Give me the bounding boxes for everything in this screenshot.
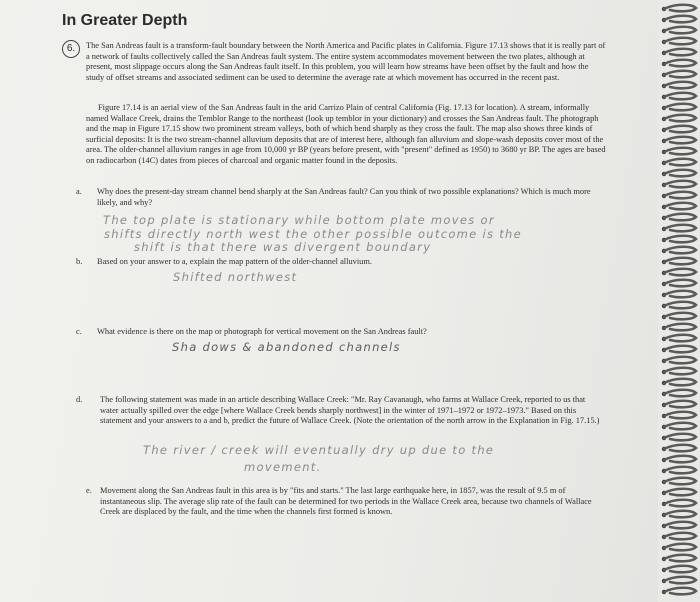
binding-ring [664, 5, 696, 12]
binding-ring [664, 269, 696, 276]
question-e-text: Movement along the San Andreas fault in this area is by "fits and starts." The last large earthquake here, in 1857, was the result of 9.5 m of instantaneous slip. The average slip rate of the fault can be determined for two periods in the Wallace Creek area, because two channels of Wallace Creek are displaced by the fault, and the time when the channels first formed is known. [100, 486, 592, 516]
spiral-binding [658, 0, 700, 602]
binding-ring [664, 401, 696, 408]
binding-ring [664, 478, 696, 485]
binding-ring [664, 49, 696, 56]
binding-ring [664, 445, 696, 452]
answer-a-line-3: shift is that there was divergent boundary [134, 240, 432, 254]
binding-ring [664, 324, 696, 331]
binding-ring [664, 313, 696, 320]
binding-ring [664, 412, 696, 419]
binding-ring [664, 225, 696, 232]
binding-ring [664, 104, 696, 111]
binding-ring [664, 16, 696, 23]
question-a-text: Why does the present-day stream channel bend sharply at the San Andreas fault? Can you think of two possible explanations? Which is much more likely, and why? [97, 187, 591, 207]
question-e-label: e. [86, 486, 92, 495]
binding-ring [664, 357, 696, 364]
intro-paragraph-2: Figure 17.14 is an aerial view of the San Andreas fault in the arid Carrizo Plain of central California (Fig. 17.13 for location). A stream, informally named Wallace Creek, drains the Temblor Range to the northeast (look up temblor in your dictionary) and crosses the San Andreas fault. The photograph and the map in Figure 17.15 show two prominent stream valleys, both of which bend sharply as they cross the fault. The map also shows three kinds of surficial deposits: It is the two stream-channel alluvium deposits that are of interest here, although fan alluvium and slope-wash deposits cover most of the area. The older-channel alluvium ranges in age from 10,000 yr BP (years before present, with "present" defined as 1950) to 3680 yr BP. The ages are based on radiocarbon (14C) dates from pieces of charcoal and organic matter found in the deposits. [86, 103, 606, 165]
binding-ring [664, 126, 696, 133]
binding-ring [664, 82, 696, 89]
binding-ring [664, 148, 696, 155]
binding-ring [664, 434, 696, 441]
binding-ring [664, 27, 696, 34]
binding-ring [664, 335, 696, 342]
binding-ring [664, 258, 696, 265]
binding-ring [664, 247, 696, 254]
answer-a-line-1: The top plate is stationary while bottom plate moves or [103, 213, 495, 227]
binding-ring [664, 577, 696, 584]
binding-ring [664, 522, 696, 529]
binding-ring [664, 511, 696, 518]
binding-ring [664, 379, 696, 386]
binding-ring [664, 115, 696, 122]
binding-ring [664, 467, 696, 474]
question-c-text: What evidence is there on the map or photograph for vertical movement on the San Andreas fault? [97, 327, 427, 336]
binding-ring [664, 203, 696, 210]
binding-ring [664, 544, 696, 551]
binding-ring [664, 302, 696, 309]
answer-b-line-1: Shifted northwest [173, 270, 298, 284]
question-a-label: a. [76, 187, 82, 196]
binding-ring [664, 456, 696, 463]
question-b-text: Based on your answer to a, explain the map pattern of the older-channel alluvium. [97, 257, 372, 266]
intro-paragraph-1: The San Andreas fault is a transform-fault boundary between the North America and Pacific plates in California. Figure 17.13 shows that it is really part of a network of faults collectively called the San Andreas fault system. The entire system accommodates movement between the two plates, although at present, most slippage occurs along the San Andreas fault itself. In this problem, you will learn how streams have been offset by the fault and how the study of offset streams and associated sediment can be used to determine the average rate at which movement has occurred in the recent past. [86, 41, 606, 82]
binding-ring [664, 60, 696, 67]
answer-d-line-1: The river / creek will eventually dry up due to the [143, 443, 495, 457]
binding-ring [664, 566, 696, 573]
binding-ring [664, 368, 696, 375]
question-number-badge: 6. [62, 40, 80, 58]
binding-ring [664, 555, 696, 562]
question-d-label: d. [76, 395, 83, 404]
binding-ring [664, 170, 696, 177]
answer-c-line-1: Sha dows & abandoned channels [172, 340, 401, 354]
section-title: In Greater Depth [62, 12, 188, 29]
binding-ring [664, 71, 696, 78]
binding-ring [664, 533, 696, 540]
binding-ring [664, 181, 696, 188]
binding-ring [664, 500, 696, 507]
binding-ring [664, 390, 696, 397]
binding-ring [664, 346, 696, 353]
binding-ring [664, 214, 696, 221]
binding-ring [664, 236, 696, 243]
binding-ring [664, 291, 696, 298]
question-d-text: The following statement was made in an article describing Wallace Creek: "Mr. Ray Cavanaugh, who farms at Wallace Creek, reported to us that water actually spilled over the edge [where Wallace Creek bends sharply northwest] in the winter of 1971–1972 or 1972–1973." Based on this statement and your answers to a and b, predict the future of Wallace Creek. (Note the orientation of the north arrow in the Explanation in Fig. 17.15.) [100, 395, 600, 425]
binding-ring [664, 159, 696, 166]
answer-d-line-2: movement. [244, 460, 322, 474]
question-c-label: c. [76, 327, 82, 336]
binding-ring [664, 280, 696, 287]
binding-ring [664, 137, 696, 144]
binding-ring [664, 423, 696, 430]
binding-ring [664, 192, 696, 199]
binding-ring [664, 489, 696, 496]
binding-ring [664, 93, 696, 100]
answer-a-line-2: shifts directly north west the other possible outcome is the [104, 227, 523, 241]
binding-ring [664, 588, 696, 595]
question-b-label: b. [76, 257, 83, 266]
binding-ring [664, 38, 696, 45]
